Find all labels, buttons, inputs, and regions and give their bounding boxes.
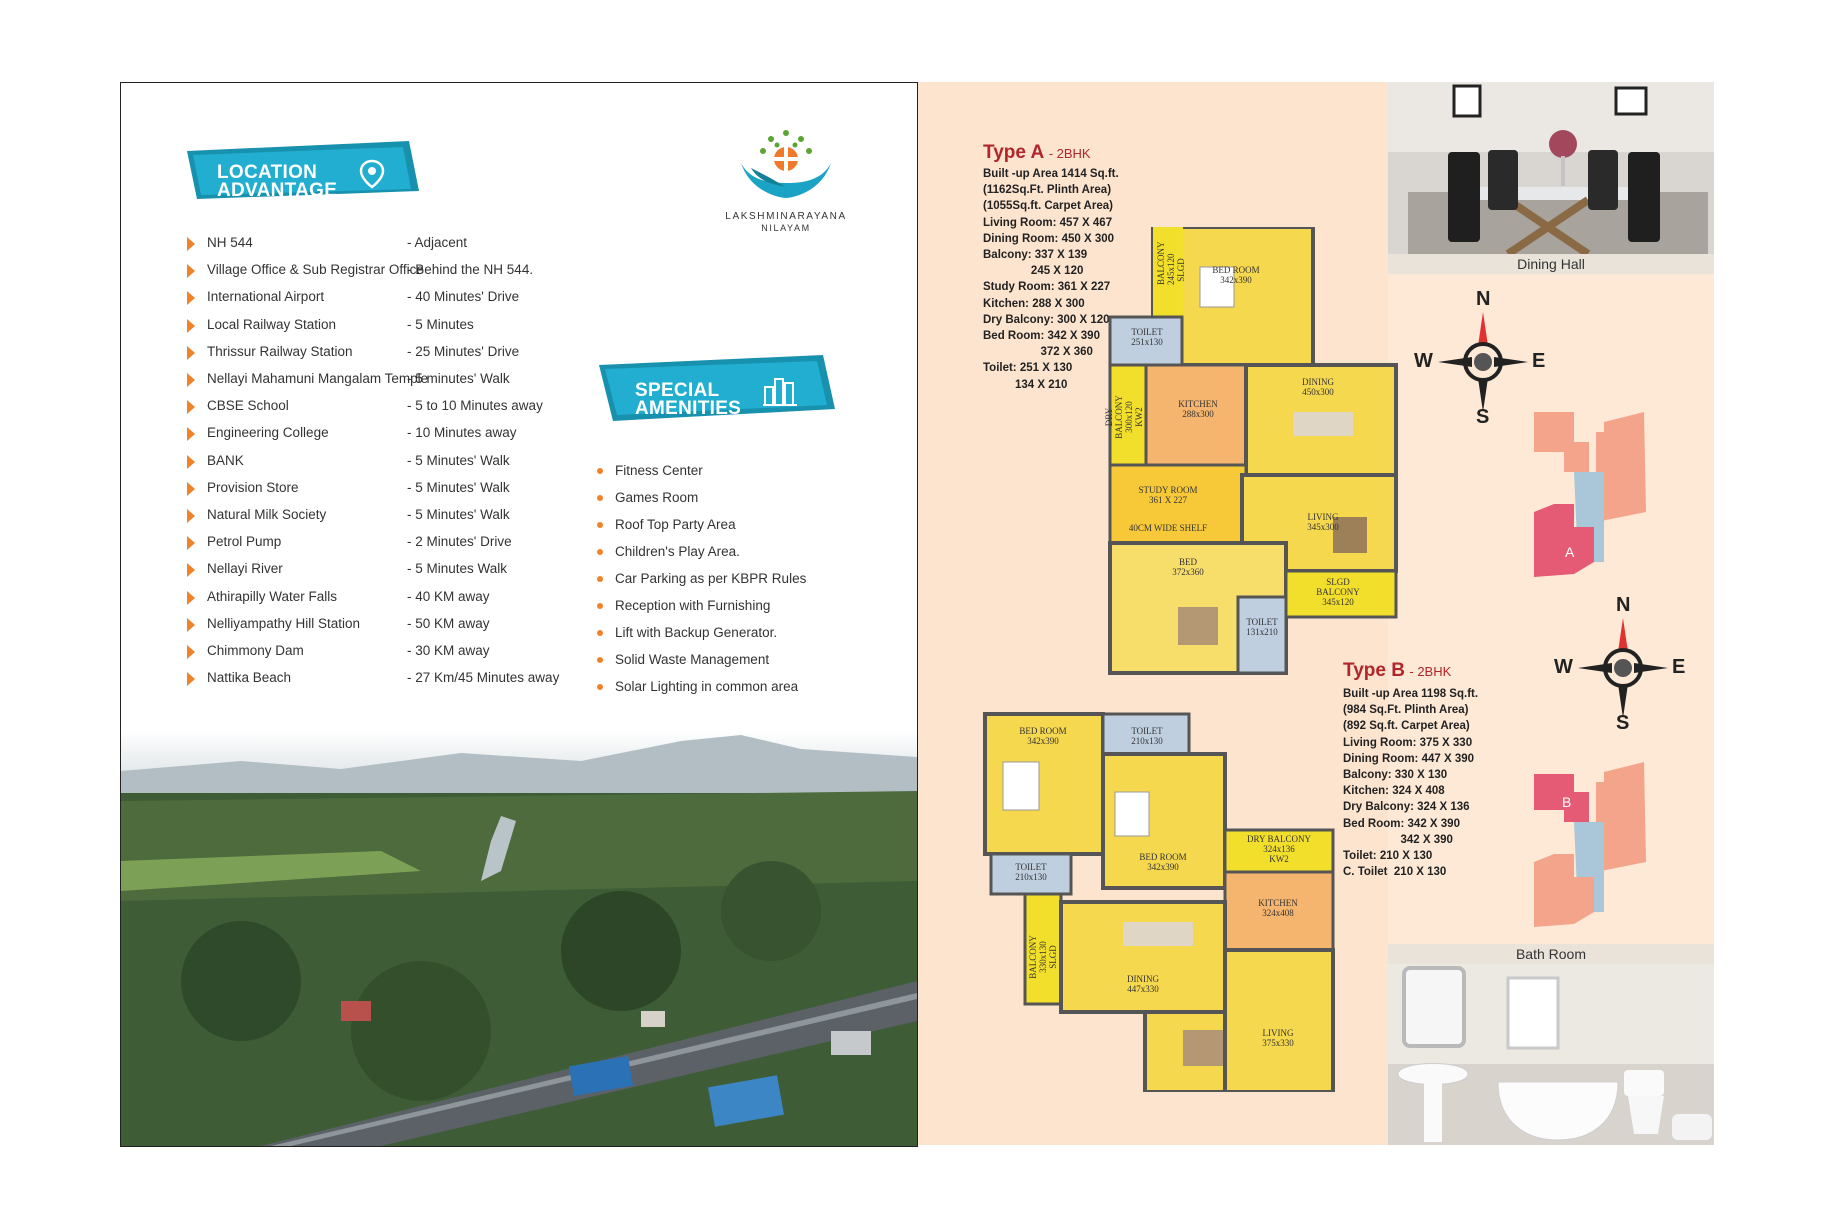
type-a-living-label: LIVING 345x300 <box>1307 512 1339 532</box>
type-b-floor-plan <box>983 712 1335 1092</box>
type-a-shelf-label: 40CM WIDE SHELF <box>1128 523 1208 533</box>
type-b-dry-balcony-label: DRY BALCONY 324x136 KW2 <box>1247 834 1311 864</box>
compass-b-west: W <box>1554 656 1573 678</box>
type-a-bed2-label: BED 372x360 <box>1172 557 1204 577</box>
type-b-spec-line: (984 Sq.Ft. Plinth Area) <box>1343 704 1469 717</box>
location-place: Provision Store <box>207 479 299 495</box>
orange-chevron-icon <box>187 346 195 360</box>
location-distance: - 5 Minutes' Walk <box>407 452 510 468</box>
type-a-bedroom1-label: BED ROOM 342x390 <box>1212 265 1260 285</box>
orange-chevron-icon <box>187 319 195 333</box>
amenity-label: Games Room <box>615 490 699 505</box>
type-a-spec-line: Toilet: 251 X 130 <box>983 362 1073 375</box>
right-page <box>918 82 1713 1145</box>
type-b-spec-line: Dry Balcony: 324 X 136 <box>1343 801 1470 814</box>
compass-a-west: W <box>1414 350 1433 372</box>
location-distance: - 40 KM away <box>407 588 490 604</box>
location-distance: - 10 Minutes away <box>407 425 517 441</box>
type-b-subtype: - 2BHK <box>1409 664 1452 679</box>
location-distance: - 50 KM away <box>407 615 490 631</box>
type-a-spec-line: 245 X 120 <box>983 265 1084 278</box>
compass-a-north: N <box>1476 288 1491 310</box>
location-place: Petrol Pump <box>207 534 282 550</box>
type-a-spec-line: Kitchen: 288 X 300 <box>983 297 1085 310</box>
type-a-slgd-balcony-label: SLGD BALCONY 345x120 <box>1316 577 1360 607</box>
compass-b-south: S <box>1616 712 1630 734</box>
location-place: Thrissur Railway Station <box>207 343 353 359</box>
compass-a-east: E <box>1532 350 1546 372</box>
orange-chevron-icon <box>187 400 195 414</box>
key-plan-b-label: B <box>1562 794 1572 810</box>
location-distance: - 25 Minutes' Drive <box>407 343 520 359</box>
compass-b-east: E <box>1672 656 1686 678</box>
type-b-spec-line: Dining Room: 447 X 390 <box>1343 752 1475 765</box>
type-a-spec-line: 134 X 210 <box>983 378 1068 391</box>
compass-a-south: S <box>1476 406 1490 428</box>
orange-bullet-icon <box>597 495 603 501</box>
location-distance: - Behind the NH 544. <box>407 262 534 278</box>
location-distance: - 5 minutes' Walk <box>407 371 510 386</box>
orange-chevron-icon <box>187 536 195 550</box>
type-a-kitchen-label: KITCHEN 288x300 <box>1178 399 1218 419</box>
orange-chevron-icon <box>187 645 195 659</box>
type-a-spec-line: Study Room: 361 X 227 <box>983 281 1111 294</box>
location-place: CBSE School <box>207 398 289 414</box>
orange-bullet-icon <box>597 468 603 474</box>
type-b-spec-line: Bed Room: 342 X 390 <box>1343 817 1460 830</box>
location-place: International Airport <box>207 289 325 305</box>
type-a-toilet2-label: TOILET 131x210 <box>1246 617 1278 637</box>
location-place: Nattika Beach <box>207 670 292 686</box>
orange-chevron-icon <box>187 509 195 523</box>
location-distance: - 40 Minutes' Drive <box>407 289 520 305</box>
type-b-bedroom1-label: BED ROOM 342x390 <box>1019 726 1067 746</box>
type-b-spec-line: 342 X 390 <box>1343 833 1453 846</box>
type-b-kitchen-label: KITCHEN 324x408 <box>1258 898 1298 918</box>
location-place: BANK <box>207 452 244 468</box>
type-b-toilet2-label: TOILET 210x130 <box>1015 862 1047 882</box>
type-a-spec-line: Dry Balcony: 300 X 120 <box>983 313 1110 326</box>
logo-emblem-icon <box>711 123 861 203</box>
key-plan-a <box>1534 412 1674 582</box>
type-a-subtype: - 2BHK <box>1048 146 1091 161</box>
location-place: Local Railway Station <box>207 316 337 332</box>
left-page <box>120 82 918 1147</box>
type-a-dining-label: DINING 450x300 <box>1302 377 1334 397</box>
type-b-dining-label: DINING 447x330 <box>1127 974 1159 994</box>
type-a-balcony-label: BALCONY 245x120 SLGD <box>1156 241 1186 285</box>
building-icon <box>763 375 797 407</box>
amenity-label: Reception with Furnishing <box>615 598 771 613</box>
amenities-title-line2: AMENITIES <box>635 398 742 419</box>
orange-chevron-icon <box>187 455 195 469</box>
type-a-spec-line: Dining Room: 450 X 300 <box>983 232 1115 245</box>
compass-rose-icon-b <box>1558 608 1688 728</box>
compass-type-b <box>1554 594 1688 734</box>
orange-chevron-icon <box>187 291 195 305</box>
orange-bullet-icon <box>597 684 603 690</box>
type-a-floor-plan <box>1104 227 1398 675</box>
type-b-spec-line: Living Room: 375 X 330 <box>1343 736 1473 749</box>
location-distance: - Adjacent <box>407 235 468 250</box>
orange-bullet-icon <box>597 549 603 555</box>
amenity-label: Fitness Center <box>615 463 703 478</box>
compass-b-north: N <box>1616 594 1631 616</box>
orange-bullet-icon <box>597 630 603 636</box>
location-distance: - 27 Km/45 Minutes away <box>407 670 560 686</box>
orange-bullet-icon <box>597 603 603 609</box>
amenity-label: Car Parking as per KBPR Rules <box>615 571 807 586</box>
orange-bullet-icon <box>597 576 603 582</box>
orange-chevron-icon <box>187 672 195 686</box>
location-distance: - 5 Minutes <box>407 316 474 332</box>
location-distance: - 30 KM away <box>407 643 490 658</box>
location-distance: - 5 Minutes' Walk <box>407 507 510 522</box>
type-b-specs <box>1343 686 1478 880</box>
orange-chevron-icon <box>187 563 195 577</box>
orange-chevron-icon <box>187 618 195 632</box>
type-b-heading <box>1343 660 1451 682</box>
location-distance: - 2 Minutes' Drive <box>407 534 512 550</box>
location-distance: - 5 Minutes Walk <box>407 561 508 577</box>
type-a-spec-line: Balcony: 337 X 139 <box>983 249 1088 262</box>
type-a-spec-line: Bed Room: 342 X 390 <box>983 330 1100 343</box>
orange-chevron-icon <box>187 264 195 278</box>
type-a-spec-line: Built -up Area 1414 Sq.ft. <box>983 168 1119 180</box>
orange-chevron-icon <box>187 427 195 441</box>
dining-hall-photo <box>1388 82 1714 256</box>
type-a-name: Type A <box>983 142 1045 163</box>
type-a-specs <box>983 166 1119 393</box>
bath-room-photo <box>1388 964 1714 1145</box>
orange-chevron-icon <box>187 591 195 605</box>
type-b-spec-line: Balcony: 330 X 130 <box>1343 769 1448 782</box>
orange-bullet-icon <box>597 522 603 528</box>
brand-name-line2: NILAYAM <box>761 223 811 233</box>
type-a-heading <box>983 142 1091 164</box>
brand-logo <box>711 123 861 233</box>
bath-room-caption: Bath Room <box>1388 944 1714 964</box>
type-a-toilet1-label: TOILET 251x130 <box>1131 327 1163 347</box>
orange-chevron-icon <box>187 237 195 251</box>
type-b-spec-line: Toilet: 210 X 130 <box>1343 850 1433 863</box>
key-plan-b <box>1534 762 1674 932</box>
location-place: NH 544 <box>207 235 253 250</box>
location-place: Nelliyampathy Hill Station <box>207 615 361 631</box>
compass-rose-icon <box>1418 302 1548 422</box>
orange-chevron-icon <box>187 373 195 387</box>
type-b-toilet1-label: TOILET 210x130 <box>1131 726 1163 746</box>
type-a-study-label: STUDY ROOM 361 X 227 <box>1138 485 1198 505</box>
type-b-spec-line: Kitchen: 324 X 408 <box>1343 785 1445 798</box>
location-pin-icon <box>359 159 385 189</box>
brand-name-line1: LAKSHMINARAYANA <box>725 211 847 222</box>
orange-bullet-icon <box>597 657 603 663</box>
location-distance: - 5 to 10 Minutes away <box>407 398 543 414</box>
amenity-label: Solid Waste Management <box>615 652 770 667</box>
orange-chevron-icon <box>187 482 195 496</box>
type-b-spec-line: C. Toilet 210 X 130 <box>1343 866 1447 879</box>
type-a-spec-line: (1055Sq.ft. Carpet Area) <box>983 200 1113 213</box>
location-place: Natural Milk Society <box>207 507 327 522</box>
amenity-label: Lift with Backup Generator. <box>615 625 778 640</box>
type-a-plan-drawing <box>1108 227 1398 675</box>
location-place: Engineering College <box>207 425 329 441</box>
dining-hall-caption: Dining Hall <box>1388 254 1714 274</box>
type-a-dry-balcony-label: DRY BALCONY 300x120 KW2 <box>1104 395 1144 439</box>
type-a-spec-line: 372 X 360 <box>983 346 1093 359</box>
location-title-line2: ADVANTAGE <box>217 180 338 201</box>
amenity-label: Roof Top Party Area <box>615 517 736 532</box>
amenities-title-line1: SPECIAL <box>635 380 720 401</box>
type-b-living-label: LIVING 375x330 <box>1262 1028 1294 1048</box>
special-amenities-banner <box>599 355 827 417</box>
type-b-balcony-label: BALCONY 330x130 SLGD <box>1028 935 1058 979</box>
aerial-town-photo <box>121 731 917 1146</box>
location-advantage-banner <box>187 141 411 203</box>
type-b-spec-line: (892 Sq.ft. Carpet Area) <box>1343 720 1470 733</box>
key-plan-a-label: A <box>1565 544 1575 560</box>
location-place: Village Office & Sub Registrar Office <box>207 262 424 278</box>
amenity-label: Children's Play Area. <box>615 544 740 559</box>
location-distance: - 5 Minutes' Walk <box>407 479 510 495</box>
amenity-label: Solar Lighting in common area <box>615 679 799 694</box>
type-b-bedroom2-label: BED ROOM 342x390 <box>1139 852 1187 872</box>
location-place: Athirapilly Water Falls <box>207 588 338 604</box>
location-place: Nellayi River <box>207 561 283 577</box>
location-place: Nellayi Mahamuni Mangalam Temple <box>207 371 429 386</box>
type-a-spec-line: Living Room: 457 X 467 <box>983 216 1113 229</box>
location-title-line1: LOCATION <box>217 162 318 183</box>
location-place: Chimmony Dam <box>207 643 304 658</box>
type-a-spec-line: (1162Sq.Ft. Plinth Area) <box>983 184 1112 197</box>
type-b-spec-line: Built -up Area 1198 Sq.ft. <box>1343 688 1479 700</box>
type-b-name: Type B <box>1343 660 1405 681</box>
compass-type-a <box>1414 288 1548 428</box>
